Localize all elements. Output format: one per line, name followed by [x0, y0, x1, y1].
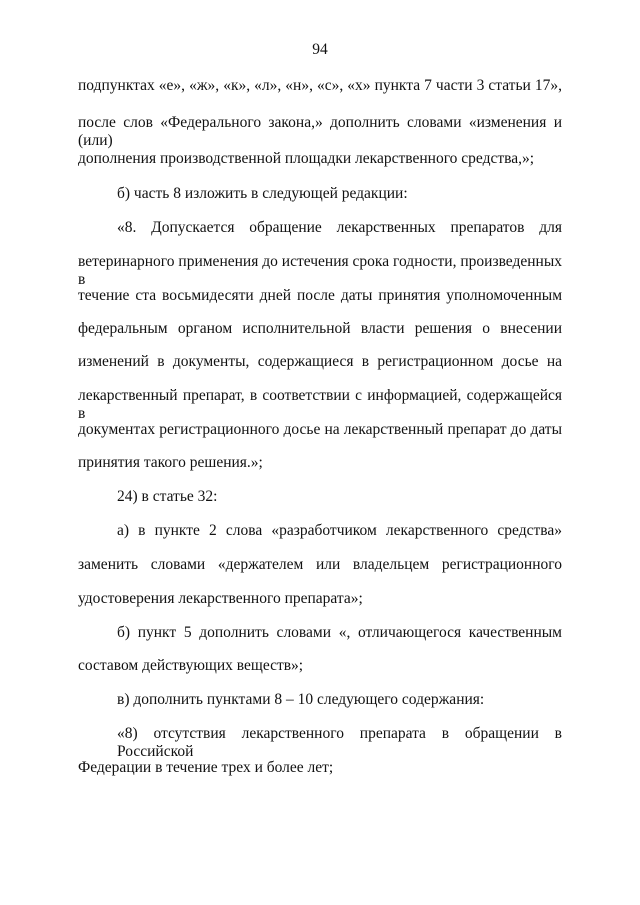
text-line: «8. Допускается обращение лекарственных препаратов для	[117, 219, 562, 236]
text-line: принятия такого решения.»;	[78, 454, 263, 471]
text-line: после слов «Федерального закона,» дополнить словами «изменения и (или)	[78, 114, 562, 149]
text-line: Федерации в течение трех и более лет;	[78, 759, 334, 776]
text-line: ветеринарного применения до истечения срока годности, произведенных в	[78, 253, 562, 288]
text-line: заменить словами «держателем или владельцем регистрационного	[78, 556, 562, 573]
text-line: б) пункт 5 дополнить словами «, отличающегося качественным	[117, 624, 562, 641]
text-line: подпунктах «е», «ж», «к», «л», «н», «с», «х» пункта 7 части 3 статьи 17»,	[78, 77, 562, 94]
page-number: 94	[312, 41, 328, 58]
text-line: изменений в документы, содержащиеся в регистрационном досье на	[78, 353, 562, 370]
text-line: составом действующих веществ»;	[78, 657, 304, 674]
text-line: б) часть 8 изложить в следующей редакции:	[117, 185, 408, 202]
text-line: течение ста восьмидесяти дней после даты принятия уполномоченным	[78, 287, 562, 304]
text-line: а) в пункте 2 слова «разработчиком лекарственного средства»	[117, 522, 562, 539]
text-line: 24) в статье 32:	[117, 488, 218, 505]
text-line: федеральным органом исполнительной власти решения о внесении	[78, 320, 562, 337]
text-line: в) дополнить пунктами 8 – 10 следующего содержания:	[117, 691, 485, 708]
text-line: удостоверения лекарственного препарата»;	[78, 590, 363, 607]
text-line: лекарственный препарат, в соответствии с информацией, содержащейся в	[78, 387, 562, 422]
text-line: документах регистрационного досье на лекарственный препарат до даты	[78, 421, 562, 438]
text-line: «8) отсутствия лекарственного препарата в обращении в Российской	[117, 725, 562, 760]
text-line: дополнения производственной площадки лекарственного средства,»;	[78, 150, 535, 167]
